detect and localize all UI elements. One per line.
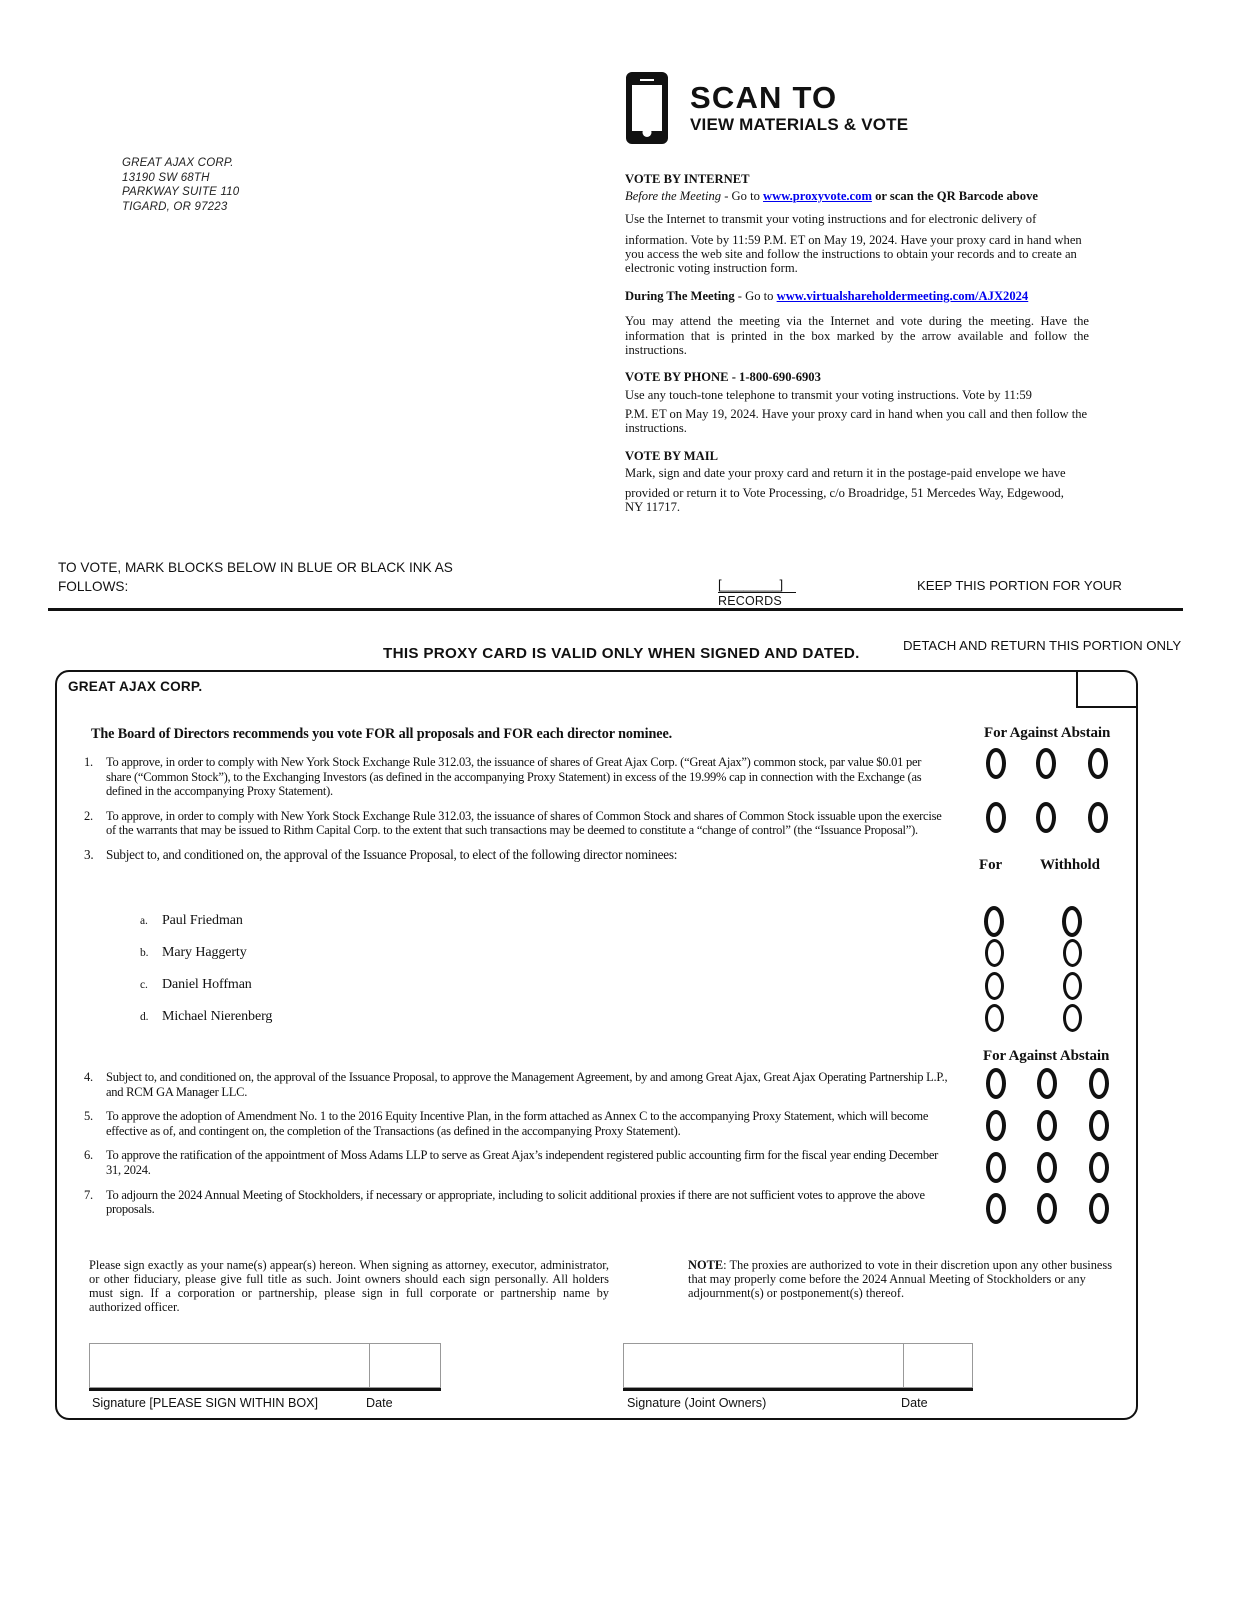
- vote-bubble-p1-against[interactable]: [1036, 748, 1056, 779]
- vote-bubble-p7-against[interactable]: [1037, 1193, 1057, 1224]
- proposal-number: 1.: [84, 755, 93, 769]
- proposal-item: [84, 755, 949, 799]
- vote-bubble-p2-against[interactable]: [1036, 802, 1056, 833]
- proposal-text: To approve the ratification of the appointment of Moss Adams LLP to serve as Great Ajax’s independent registered public accounting firm for the fiscal year ending December 31, 2024.: [106, 1148, 939, 1177]
- proposal-number: 2.: [84, 808, 93, 823]
- proposal-item: [84, 848, 949, 863]
- scan-to-header: [626, 72, 1096, 144]
- vote-bubble-nominee-a-withhold[interactable]: [1062, 906, 1082, 937]
- vote-bubble-p1-abstain[interactable]: [1088, 748, 1108, 779]
- before-meeting-label: Before the Meeting: [625, 188, 722, 203]
- nominee-letter: c.: [140, 979, 148, 991]
- vote-bubble-p5-for[interactable]: [986, 1110, 1006, 1141]
- during-meeting-label: During The Meeting: [625, 288, 735, 303]
- column-header-for-withhold: [979, 857, 1100, 874]
- nominee-name: Paul Friedman: [162, 913, 243, 928]
- column-header-withhold: Withhold: [1040, 857, 1100, 873]
- phone-body-line-3: instructions.: [625, 421, 687, 436]
- address-line-3: PARKWAY SUITE 110: [122, 186, 240, 198]
- proposal-number: 5.: [84, 1109, 93, 1124]
- nominee-name: Michael Nierenberg: [162, 1009, 273, 1024]
- records-box: [718, 578, 796, 608]
- vote-bubble-nominee-b-withhold[interactable]: [1063, 939, 1082, 967]
- nominee-item: [140, 913, 540, 945]
- nominee-letter: d.: [140, 1011, 149, 1023]
- nominee-name: Daniel Hoffman: [162, 977, 252, 992]
- note-label: NOTE: [688, 1258, 724, 1272]
- signature-label-holder: Signature [PLEASE SIGN WITHIN BOX]: [92, 1396, 319, 1410]
- date-label-joint: Date: [901, 1396, 928, 1410]
- nominee-item: [140, 945, 540, 977]
- mail-body-line-3: NY 11717.: [625, 500, 681, 515]
- detach-return-text: DETACH AND RETURN THIS PORTION ONLY: [903, 638, 1182, 653]
- before-meeting-rest: - Go to: [721, 188, 764, 203]
- scan-to-subtitle: VIEW MATERIALS & VOTE: [690, 115, 909, 134]
- vote-before-meeting-line: [625, 189, 1089, 205]
- during-meeting-rest: - Go to: [734, 288, 777, 303]
- vote-bubble-nominee-d-withhold[interactable]: [1063, 1004, 1082, 1032]
- shareholder-address-block: [122, 156, 239, 214]
- vote-bubble-p5-against[interactable]: [1037, 1110, 1057, 1141]
- vote-bubble-nominee-c-withhold[interactable]: [1063, 972, 1082, 1000]
- vote-bubble-p2-for[interactable]: [986, 802, 1006, 833]
- card-corner-notch: [1076, 670, 1136, 708]
- virtual-meeting-link[interactable]: www.virtualshareholdermeeting.com/AJX2024: [776, 288, 1029, 303]
- vote-bubble-nominee-b-for[interactable]: [985, 939, 1004, 967]
- date-box-holder[interactable]: [369, 1343, 441, 1388]
- proposal-text: Subject to, and conditioned on, the approval of the Issuance Proposal, to elect of the following director nominees:: [106, 846, 678, 862]
- vote-by-internet-heading: VOTE BY INTERNET: [625, 172, 750, 186]
- vote-bubble-p7-for[interactable]: [986, 1193, 1006, 1224]
- smartphone-icon: [626, 72, 668, 144]
- column-header-for-against-abstain: For Against Abstain: [984, 725, 1111, 741]
- address-line-4: TIGARD, OR 97223: [122, 200, 228, 213]
- vote-by-phone-heading: VOTE BY PHONE - 1-800-690-6903: [625, 370, 821, 384]
- proposal-text: To approve, in order to comply with New York Stock Exchange Rule 312.03, the issuance of shares of Common Stock and shares of Common Stock issuable upon the exercise of the warrants that may be issued to Rithm Capital Corp. to the extent that such transactions may be deemed to constitute a “change of control” (the “Issuance Proposal”).: [106, 808, 942, 838]
- vote-bubble-nominee-c-for[interactable]: [985, 972, 1004, 1000]
- records-bracket-marker: [________]: [718, 577, 784, 592]
- signature-label-joint: Signature (Joint Owners): [627, 1396, 767, 1410]
- vote-bubble-p5-abstain[interactable]: [1089, 1110, 1109, 1141]
- vote-bubble-p6-for[interactable]: [986, 1152, 1006, 1183]
- nominee-item: [140, 1009, 540, 1041]
- vote-bubble-p2-abstain[interactable]: [1088, 802, 1108, 833]
- during-meeting-line: [625, 289, 1089, 305]
- proposal-text: To approve, in order to comply with New York Stock Exchange Rule 312.03, the issuance of shares of Great Ajax Corp. (“Great Ajax”) common stock, par value $0.01 per share (“Common Stock”), to the Exchanging Investors (as defined in the accompanying Proxy Statement) in excess of the 19.99% cap in connection with the Exchange (as defined in the accompanying Proxy Statement).: [106, 755, 922, 799]
- proposals-bottom-list: [84, 1070, 949, 1227]
- mail-body-line-2: provided or return it to Vote Processing, c/o Broadridge, 51 Mercedes Way, Edgewood,: [625, 485, 1064, 500]
- vote-bubble-p6-abstain[interactable]: [1089, 1152, 1109, 1183]
- signature-instructions: Please sign exactly as your name(s) appear(s) hereon. When signing as attorney, executor, administrator, or other fiduciary, please give full title as such. Joint owners should each sign personally. All holders must sign. If a corporation or partnership, please sign in full corporate or partnership name by authorized officer.: [89, 1258, 609, 1314]
- nominee-item: [140, 977, 540, 1009]
- vote-bubble-p6-against[interactable]: [1037, 1152, 1057, 1183]
- nominee-name: Mary Haggerty: [162, 945, 247, 960]
- keep-portion-text: KEEP THIS PORTION FOR YOUR: [917, 578, 1122, 593]
- proxyvote-link[interactable]: www.proxyvote.com: [763, 188, 872, 203]
- director-nominees-list: [140, 913, 540, 1041]
- board-recommendation: The Board of Directors recommends you vote FOR all proposals and FOR each director nominee.: [91, 726, 673, 742]
- proposal-item: [84, 1188, 949, 1217]
- mail-body-line-1: Mark, sign and date your proxy card and return it in the postage-paid envelope we have: [625, 466, 1066, 481]
- scan-to-title: SCAN TO: [690, 80, 838, 115]
- proposal-item: [84, 1109, 949, 1138]
- vote-bubble-p7-abstain[interactable]: [1089, 1193, 1109, 1224]
- proposal-text: To adjourn the 2024 Annual Meeting of Stockholders, if necessary or appropriate, including to solicit additional proxies if there are not sufficient votes to approve the above proposals.: [106, 1187, 925, 1217]
- column-header-for: For: [979, 857, 1003, 873]
- proposal-text: Subject to, and conditioned on, the approval of the Issuance Proposal, to approve the Management Agreement, by and among Great Ajax, Great Ajax Operating Partnership L.P., and RCM GA Manager LLC.: [106, 1070, 948, 1099]
- internet-body-line-4: electronic voting instruction form.: [625, 261, 798, 276]
- vote-bubble-nominee-d-for[interactable]: [985, 1004, 1004, 1032]
- proposal-item: [84, 1070, 949, 1099]
- card-company-title: GREAT AJAX CORP.: [68, 679, 203, 694]
- internet-body-line-1: Use the Internet to transmit your voting instructions and for electronic delivery of: [625, 212, 1037, 226]
- note-text: : The proxies are authorized to vote in their discretion upon any other business that may properly come before the 2024 Annual Meeting of Stockholders or any adjournment(s) or postponement(s) thereof.: [688, 1258, 1113, 1300]
- vote-bubble-p4-for[interactable]: [986, 1068, 1006, 1099]
- proposal-number: 7.: [84, 1187, 93, 1202]
- proposal-item: [84, 1148, 949, 1177]
- proposal-item: [84, 809, 949, 838]
- mark-blocks-instruction: TO VOTE, MARK BLOCKS BELOW IN BLUE OR BLACK INK AS FOLLOWS:: [58, 560, 453, 594]
- before-meeting-tail: or scan the QR Barcode above: [871, 188, 1038, 203]
- proxy-discretion-note: [688, 1258, 1126, 1300]
- vote-bubble-p1-for[interactable]: [986, 748, 1006, 779]
- date-box-joint[interactable]: [903, 1343, 973, 1388]
- proposal-number: 3.: [84, 846, 94, 862]
- proposal-number: 4.: [84, 1070, 93, 1084]
- records-label: RECORDS: [718, 592, 796, 608]
- date-label-holder: Date: [366, 1396, 393, 1410]
- phone-body-line-2: P.M. ET on May 19, 2024. Have your proxy card in hand when you call and then follow the: [625, 407, 1088, 421]
- nominee-letter: b.: [140, 947, 149, 959]
- proposal-number: 6.: [84, 1148, 93, 1163]
- proposal-text: To approve the adoption of Amendment No. 1 to the 2016 Equity Incentive Plan, in the form attached as Annex C to the accompanying Proxy Statement, which will become effective as of, and contingent on, the completion of the Transactions (as defined in the accompanying Proxy Statement).: [106, 1109, 929, 1138]
- vote-bubble-p4-against[interactable]: [1037, 1068, 1057, 1099]
- internet-body-line-2: information. Vote by 11:59 P.M. ET on May 19, 2024. Have your proxy card in hand when: [625, 232, 1082, 247]
- during-meeting-body: You may attend the meeting via the Internet and vote during the meeting. Have the information that is printed in the box marked by the arrow available and follow the instructions.: [625, 314, 1089, 358]
- address-line-2: 13190 SW 68TH: [122, 171, 210, 184]
- valid-when-signed-text: THIS PROXY CARD IS VALID ONLY WHEN SIGNED AND DATED.: [383, 645, 860, 662]
- address-line-1: GREAT AJAX CORP.: [122, 157, 234, 169]
- vote-instructions: [625, 172, 1089, 515]
- phone-body-line-1: Use any touch-tone telephone to transmit your voting instructions. Vote by 11:59: [625, 387, 1032, 402]
- detach-rule: [48, 608, 1183, 611]
- internet-body-line-3: you access the web site and follow the instructions to obtain your records and to create an: [625, 246, 1077, 261]
- column-header-for-against-abstain: For Against Abstain: [983, 1048, 1110, 1064]
- vote-bubble-nominee-a-for[interactable]: [984, 906, 1004, 937]
- proposals-top-list: [84, 755, 949, 873]
- vote-by-mail-heading: VOTE BY MAIL: [625, 448, 719, 463]
- vote-bubble-p4-abstain[interactable]: [1089, 1068, 1109, 1099]
- nominee-letter: a.: [140, 915, 148, 927]
